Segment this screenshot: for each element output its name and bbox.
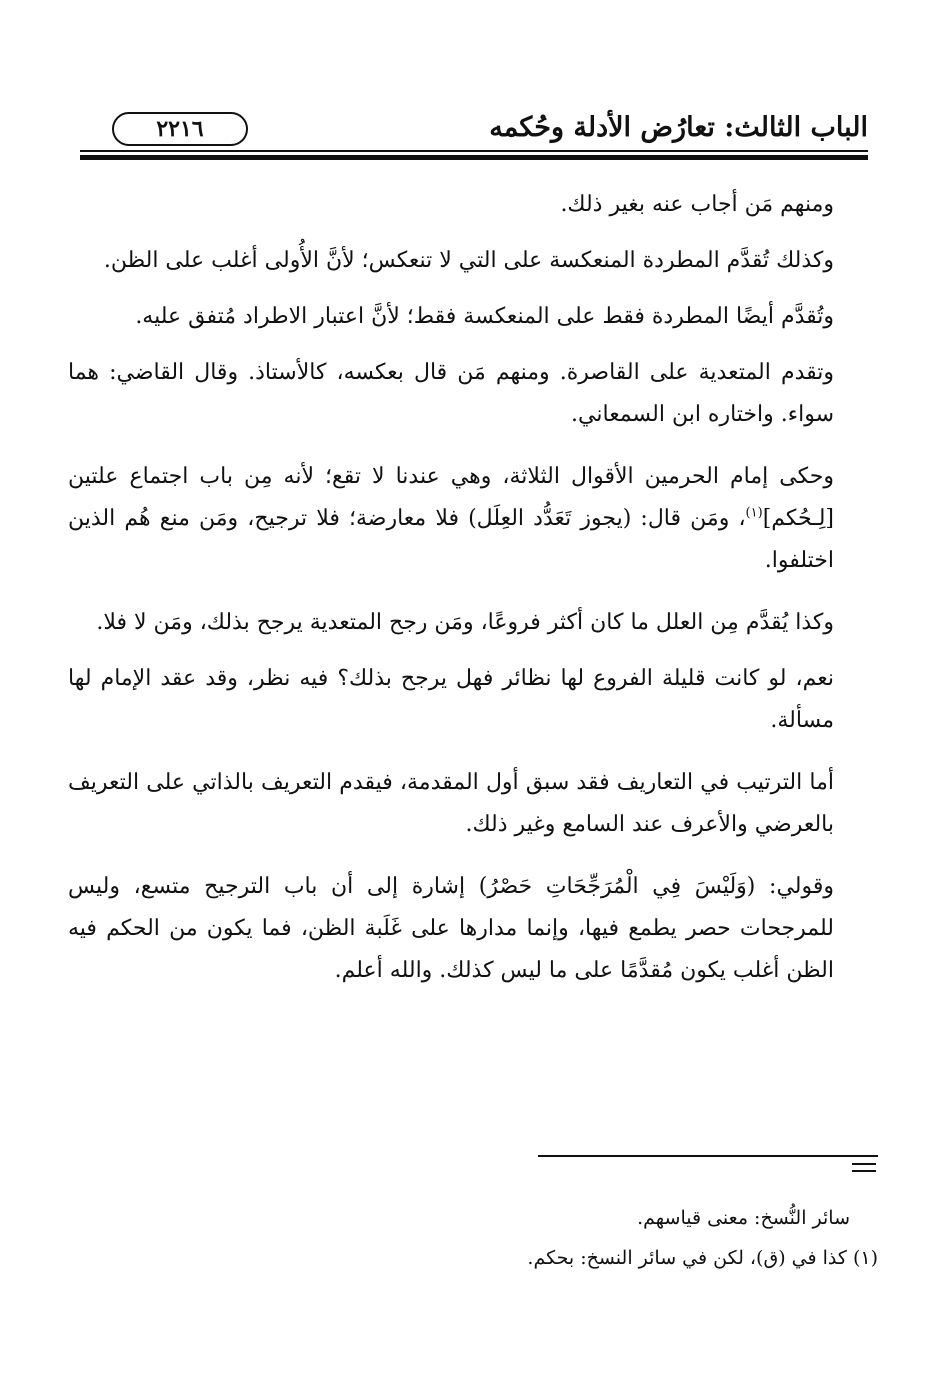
paragraph: وكذا يُقدَّم مِن العلل ما كان أكثر فروعًا، ومَن رجح المتعدية يرجح بذلك، ومَن لا فلا. [96, 610, 834, 635]
paragraph-text: وحكى إمام الحرمين الأقوال الثلاثة، وهي عندنا لا تقع؛ لأنه مِن باب اجتماع علتين [لِـحُكم] [68, 464, 834, 531]
footnote-1: (١) كذا في (ق)، لكن في سائر النسخ: بحكم. [527, 1247, 878, 1269]
page-number: ٢٢١٦ [112, 112, 248, 146]
paragraph: وقولي: (وَلَيْسَ فِي الْمُرَجِّحَاتِ حَصْرُ) إشارة إلى أن باب الترجيح متسع، وليس للمرجحات حصر يطمع فيها، وإنما مدارها على غَلَبة الظن، فما يكون من الحكم فيه الظن أغلب يكون مُقدَّمًا على ما ليس كذلك. والله أعلم. [68, 874, 834, 983]
paragraph: أما الترتيب في التعاريف فقد سبق أول المقدمة، فيقدم التعريف بالذاتي على التعريف بالعرضي والأعرف عند السامع وغير ذلك. [68, 770, 834, 837]
header-rule-thick [80, 155, 868, 160]
main-text [68, 184, 834, 1012]
chapter-title: الباب الثالث: تعارُض الأدلة وحُكمه [489, 112, 868, 143]
footnote-continuation-mark [852, 1163, 876, 1177]
paragraph: ومنهم مَن أجاب عنه بغير ذلك. [560, 192, 834, 217]
paragraph: وكذلك تُقدَّم المطردة المنعكسة على التي لا تنعكس؛ لأنَّ الأُولى أغلب على الظن. [103, 248, 834, 273]
footnote-separator [538, 1155, 878, 1157]
paragraph: نعم، لو كانت قليلة الفروع لها نظائر فهل يرجح بذلك؟ فيه نظر، وقد عقد الإمام لها مسألة. [68, 666, 834, 733]
footnote-continuation: سائر النُّسخ: معنى قياسهم. [637, 1207, 850, 1229]
paragraph: وتقدم المتعدية على القاصرة. ومنهم مَن قال بعكسه، كالأستاذ. وقال القاضي: هما سواء. واختاره ابن السمعاني. [68, 360, 834, 427]
paragraph: وتُقدَّم أيضًا المطردة فقط على المنعكسة فقط؛ لأنَّ اعتبار الاطراد مُتفق عليه. [135, 304, 834, 329]
page-header [80, 108, 868, 152]
header-rule-thin [80, 150, 868, 152]
paragraph-text: ، ومَن قال: (يجوز تَعَدُّد العِلَل) فلا معارضة؛ فلا ترجيح، ومَن منع هُم الذين اختلفوا. [68, 506, 834, 573]
paragraph [68, 456, 834, 582]
footnote-reference: (١) [745, 505, 763, 521]
footnotes [300, 1198, 878, 1278]
